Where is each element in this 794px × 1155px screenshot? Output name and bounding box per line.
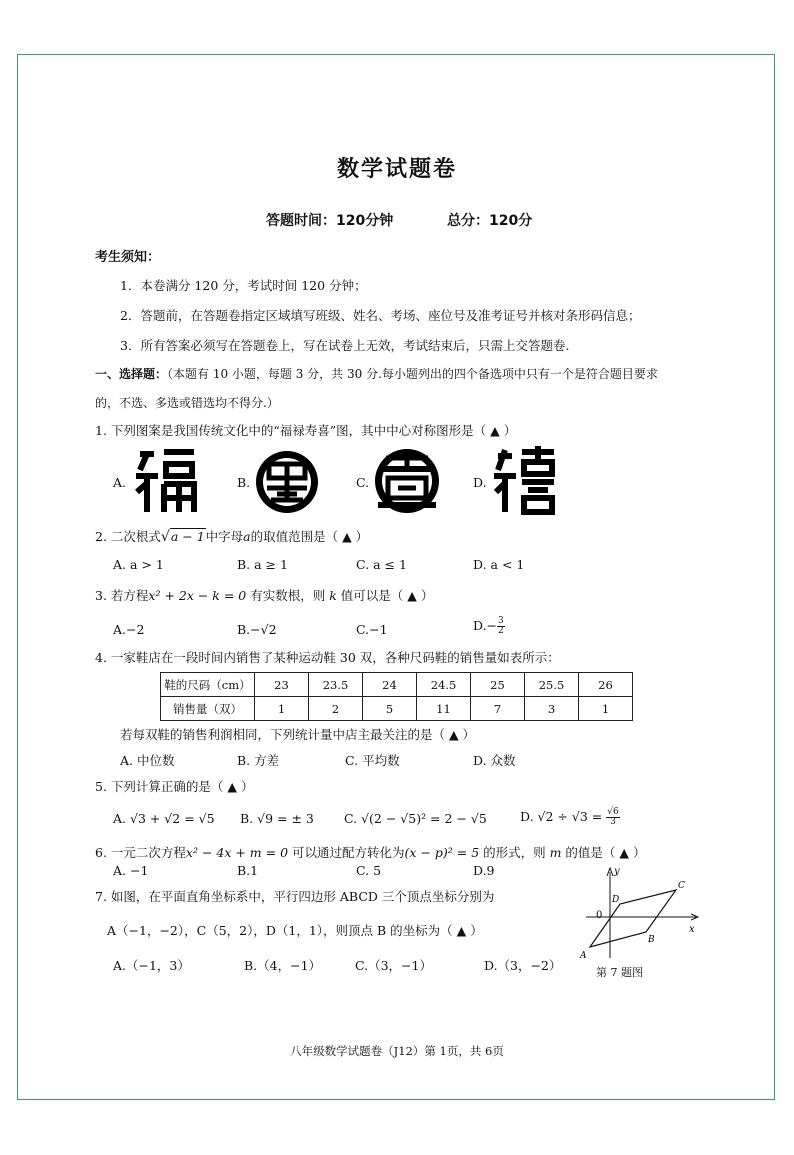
q4-option-a: A. 中位数 — [120, 753, 175, 768]
table-cell: 7 — [471, 697, 525, 721]
x-axis-label: x — [689, 924, 695, 935]
total-score: 总分：120分 — [447, 213, 533, 229]
q7-option-c: C.（3，−1） — [355, 958, 432, 973]
q5-option-a: A. √3 + √2 = √5 — [113, 811, 215, 826]
q2-radicand: a − 1 — [170, 529, 205, 544]
q6-option-d: D.9 — [473, 863, 495, 878]
page-title: 数学试题卷 — [336, 157, 457, 182]
q7-figure-caption: 第 7 题图 — [596, 966, 643, 979]
q6-stem-part-2: 可以通过配方转化为 — [288, 845, 405, 860]
q6-equation-2: (x − p)² = 5 — [404, 845, 480, 860]
q3-stem-part-3: 值可以是（ ▲ ） — [336, 588, 434, 603]
q1-option-c: C. — [356, 475, 370, 490]
table-row — [161, 673, 633, 697]
y-axis-label: y — [614, 866, 620, 877]
fu-seal-icon — [130, 446, 200, 516]
table-cell: 25.5 — [525, 673, 579, 697]
q6-option-b: B.1 — [237, 863, 259, 878]
table-cell: 24.5 — [417, 673, 471, 697]
q2-variable: a — [243, 529, 251, 544]
note-3: 3．所有答案必须写在答题卷上，写在试卷上无效，考试结束后，只需上交答题卷. — [120, 338, 570, 353]
note-1: 1．本卷满分 120 分，考试时间 120 分钟； — [120, 278, 367, 293]
table-row — [161, 697, 633, 721]
q6-variable: m — [549, 845, 562, 860]
point-a-label: A — [580, 951, 587, 961]
q2-stem-part-1: 2. 二次根式 — [95, 529, 161, 544]
table-cell: 23 — [255, 673, 309, 697]
q4-option-c: C. 平均数 — [345, 753, 400, 768]
table-cell: 5 — [363, 697, 417, 721]
q6-stem-part-3: 的形式，则 — [479, 845, 550, 860]
q6-stem-part-1: 6. 一元二次方程 — [95, 845, 186, 860]
q3-option-d — [473, 617, 505, 636]
q3-frac-denominator: 2 — [498, 626, 504, 636]
q4-option-d: D. 众数 — [473, 753, 516, 768]
shou-seal-icon — [372, 446, 442, 516]
q3-option-a: A.−2 — [113, 622, 145, 637]
table-cell: 11 — [417, 697, 471, 721]
q1-option-a: A. — [113, 475, 127, 490]
table-cell: 26 — [579, 673, 633, 697]
q4-stem: 4. 一家鞋店在一段时间内销售了某种运动鞋 30 双，各种尺码鞋的销售量如表所示： — [95, 650, 560, 665]
table-cell: 1 — [579, 697, 633, 721]
q5-stem: 5. 下列计算正确的是（ ▲ ） — [95, 779, 254, 794]
q5-frac-denominator: 3 — [610, 817, 616, 827]
q3-variable: k — [329, 588, 337, 603]
q2-option-c: C. a ≤ 1 — [356, 557, 407, 572]
point-d-label: D — [612, 895, 620, 905]
page-footer: 八年级数学试题卷（J12）第 1页，共 6页 — [290, 1044, 504, 1058]
notes-heading: 考生须知： — [95, 250, 161, 265]
table-cell: 2 — [309, 697, 363, 721]
q3-stem-part-2: 有实数根，则 — [246, 588, 330, 603]
q6-stem — [95, 843, 646, 861]
q6-option-a: A. −1 — [113, 863, 149, 878]
table-cell: 25 — [471, 673, 525, 697]
q2-option-a: A. a > 1 — [113, 557, 164, 572]
q3-option-d-prefix: D.− — [473, 618, 498, 633]
q7-figure — [576, 862, 706, 962]
q1-option-d: D. — [473, 475, 487, 490]
q1-option-b: B. — [237, 475, 251, 490]
q2-stem-part-3: 的取值范围是（ ▲ ） — [250, 529, 369, 544]
q5-option-d-prefix: D. √2 ÷ √3 = — [520, 809, 603, 824]
q2-option-b: B. a ≥ 1 — [237, 557, 288, 572]
sales-table — [160, 672, 633, 721]
q7-option-d: D.（3，−2） — [484, 958, 562, 973]
point-c-label: C — [678, 881, 685, 891]
q4-option-b: B. 方差 — [237, 753, 280, 768]
q4-follow: 若每双鞋的销售利润相同，下列统计量中店主最关注的是（ ▲ ） — [120, 727, 476, 742]
q2-stem-part-2: 中字母 — [205, 529, 244, 544]
q5-option-b: B. √9 = ± 3 — [240, 811, 314, 826]
q3-option-c: C.−1 — [356, 622, 388, 637]
q3-equation: x² + 2x − k = 0 — [148, 588, 247, 603]
parallelogram-abcd — [590, 890, 676, 947]
table-cell: 23.5 — [309, 673, 363, 697]
table-cell: 1 — [255, 697, 309, 721]
q3-stem-part-1: 3. 若方程 — [95, 588, 149, 603]
origin-label: 0 — [596, 910, 603, 921]
q7-option-b: B.（4，−1） — [244, 958, 322, 973]
section1-title: 一、选择题： — [95, 367, 168, 381]
exam-time: 答题时间：120分钟 — [266, 213, 394, 229]
note-2: 2．答题前，在答题卷指定区域填写班级、姓名、考场、座位号及准考证号并核对条形码信息； — [120, 308, 641, 323]
table-cell: 24 — [363, 673, 417, 697]
table-header-cell: 鞋的尺码（cm） — [161, 673, 255, 697]
q6-stem-part-4: 的值是（ ▲ ） — [561, 845, 646, 860]
q2-stem — [95, 527, 368, 545]
xi-seal-icon — [490, 446, 560, 516]
q6-equation-1: x² − 4x + m = 0 — [185, 845, 289, 860]
q3-frac-numerator: 3 — [498, 616, 504, 626]
q7-stem-line-2: A（−1，−2），C（5，2），D（1，1），则顶点 B 的坐标为（ ▲ ） — [107, 923, 483, 938]
q1-stem: 1. 下列图案是我国传统文化中的“福禄寿喜”图，其中中心对称图形是（ ▲ ） — [95, 423, 517, 438]
point-b-label: B — [648, 935, 655, 945]
q7-option-a: A.（−1，3） — [113, 958, 190, 973]
q7-stem-line-1: 7. 如图，在平面直角坐标系中，平行四边形 ABCD 三个顶点坐标分别为 — [95, 889, 495, 904]
table-header-cell: 销售量（双） — [161, 697, 255, 721]
q5-option-d — [520, 808, 620, 827]
q6-option-c: C. 5 — [356, 863, 382, 878]
section1-desc-2: 的，不选、多选或错选均不得分.） — [95, 396, 279, 410]
lu-seal-icon — [253, 448, 321, 516]
section1-desc-1: （本题有 10 小题，每题 3 分，共 30 分.每小题列出的四个备选项中只有一个是符合题目要求 — [167, 367, 658, 381]
q5-option-c: C. √(2 − √5)² = 2 − √5 — [344, 811, 487, 826]
q3-option-b: B.−√2 — [237, 622, 277, 637]
q5-frac-numerator: √6 — [607, 807, 619, 817]
radical-sign: √ — [160, 529, 170, 545]
q3-stem — [95, 586, 433, 604]
q2-option-d: D. a < 1 — [473, 557, 525, 572]
q5-option-d-fraction — [606, 808, 619, 827]
table-cell: 3 — [525, 697, 579, 721]
q3-option-d-fraction — [497, 617, 505, 636]
section1-line1 — [95, 365, 658, 382]
